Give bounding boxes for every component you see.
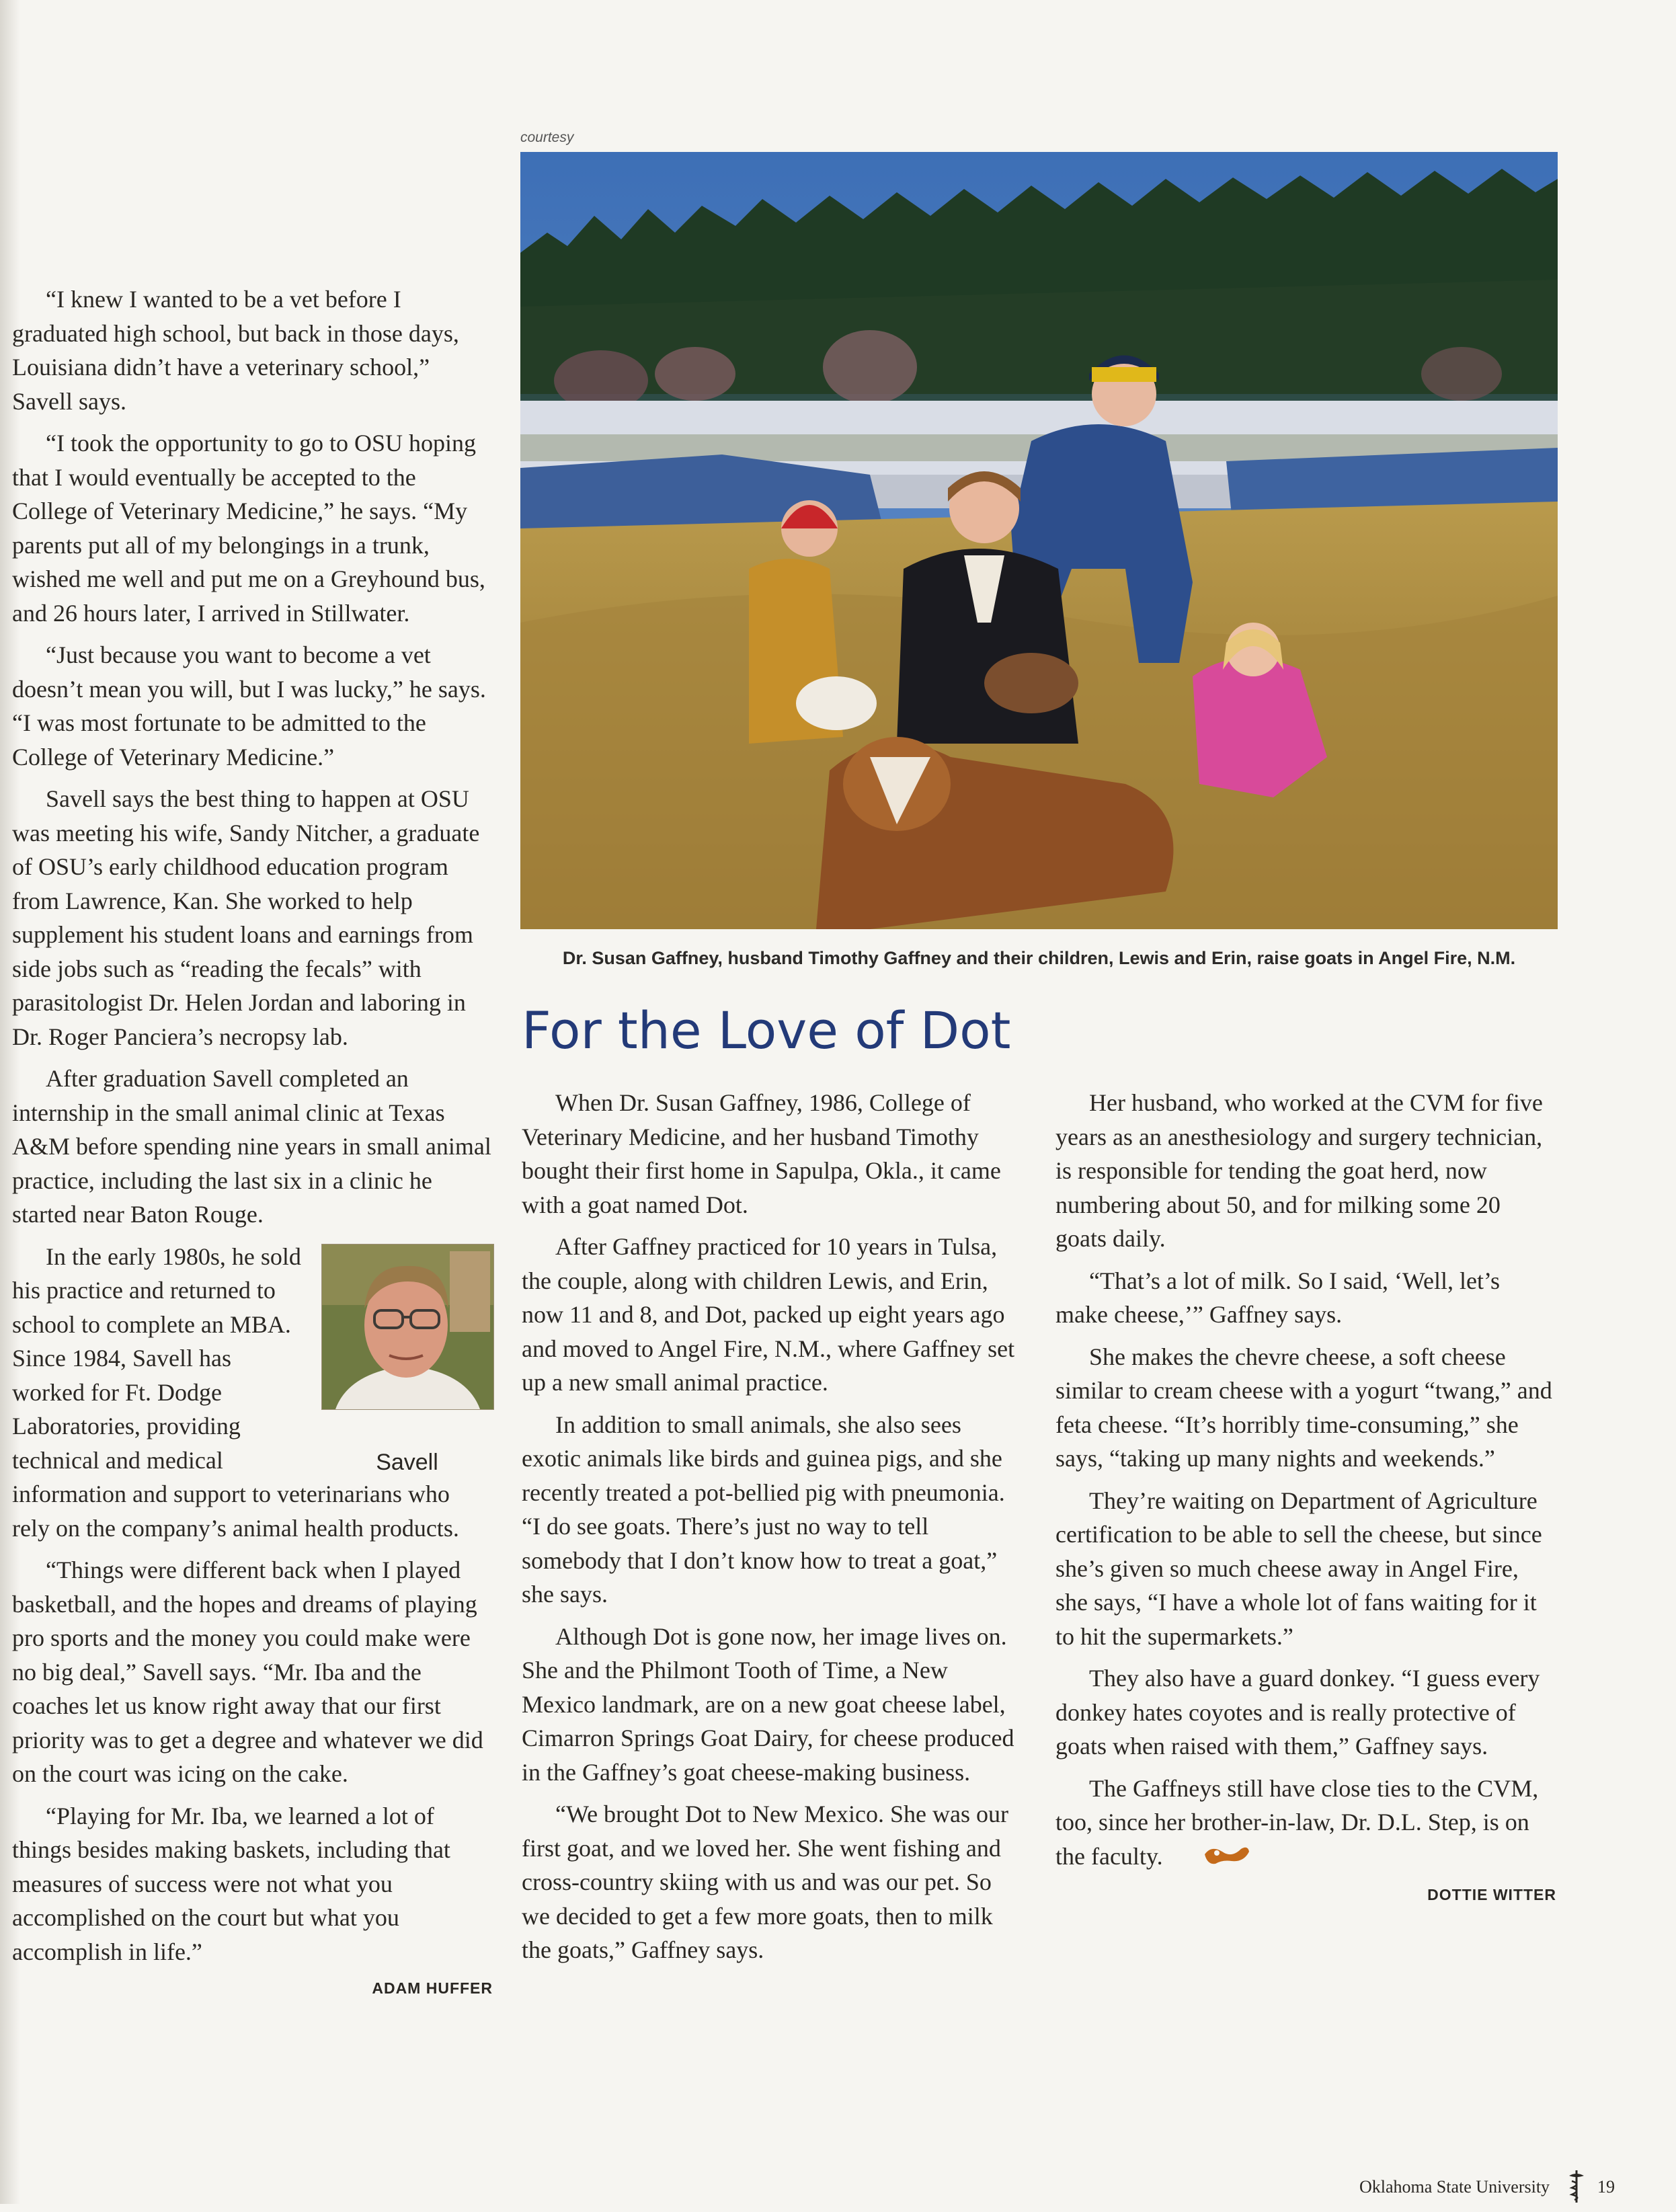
paragraph: “That’s a lot of milk. So I said, ‘Well, let’s make cheese,’” Gaffney says. xyxy=(1055,1267,1500,1328)
byline: ADAM HUFFER xyxy=(372,1979,493,1997)
photo-credit: courtesy xyxy=(520,130,574,145)
paragraph: “I knew I wanted to be a vet before I graduated high school, but back in those days, Louisiana didn’t have a veterinary school,” Savell says. xyxy=(12,286,459,415)
paragraph: “Playing for Mr. Iba, we learned a lot of things besides making baskets, including that measures of success were not what you accomplished on the court but what you accomplish in life.” xyxy=(12,1802,450,1965)
paragraph: “Things were different back when I played basketball, and the hopes and dreams of playing pro sports and the money you could make were no big deal,” Savell says. “Mr. Iba and the coaches let us know right away that our first priority was to get a degree and whatever we did on the court was icing on the cake. xyxy=(12,1556,483,1787)
paragraph: Her husband, who worked at the CVM for five years as an anesthesiology and surgery technician, is responsible for tending the goat herd, now numbering about 50, and for milking some 20 goats daily. xyxy=(1055,1089,1543,1252)
paragraph-text: The Gaffneys still have close ties to the CVM, too, since her brother-in-law, Dr. D.L. Step, is on the faculty. xyxy=(1055,1774,1539,1870)
family-photo xyxy=(520,152,1558,929)
byline: DOTTIE WITTER xyxy=(1427,1886,1556,1904)
paragraph: When Dr. Susan Gaffney, 1986, College of Veterinary Medicine, and her husband Timothy bought their first home in Sapulpa, Okla., it came with a goat named Dot. xyxy=(522,1089,1001,1218)
photo-caption: Dr. Susan Gaffney, husband Timothy Gaffney and their children, Lewis and Erin, raise goats in Angel Fire, N.M. xyxy=(562,948,1516,968)
savell-portrait-figure xyxy=(321,1244,493,1475)
paragraph: After graduation Savell completed an internship in the small animal clinic at Texas A&M before spending nine years in small animal practice, including the last six in a clinic he started near Baton Rouge. xyxy=(12,1065,491,1228)
paragraph: “Just because you want to become a vet doesn’t mean you will, but I was lucky,” he says. “I was most fortunate to be admitted to the College of Veterinary Medicine.” xyxy=(12,641,486,771)
paragraph: In the early 1980s, he sold his practice and returned to school to complete an MBA. Since 1984, Savell has worked for Ft. Dodge Laboratories, providing technical and medical information and support to veterinarians who rely on the company’s animal health products. xyxy=(12,1242,459,1542)
gaffney-article-column-2 xyxy=(1055,1086,1556,1905)
paragraph: “I took the opportunity to go to OSU hoping that I would eventually be accepted to the College of Veterinary Medicine,” he says. “My parents put all of my belongings in a trunk, wished me well and put me on a Greyhound bus, and 26 hours later, I arrived in Stillwater. xyxy=(12,430,485,627)
paragraph: Savell says the best thing to happen at OSU was meeting his wife, Sandy Nitcher, a graduate of OSU’s early childhood education program from Lawrence, Kan. She worked to help supplement his student loans and earnings from side jobs such as “reading the fecals” with parasitologist Dr. Helen Jordan and laboring in Dr. Roger Panciera’s necropsy lab. xyxy=(12,785,480,1050)
page-number: 19 xyxy=(1597,2177,1615,2197)
article-headline: For the Love of Dot xyxy=(522,1000,1011,1060)
paragraph: They also have a guard donkey. “I guess every donkey hates coyotes and is really protective of goats when raised with them,” Gaffney says. xyxy=(1055,1665,1540,1760)
savell-portrait-photo xyxy=(321,1244,494,1410)
gaffney-article-column-1 xyxy=(522,1086,1023,1975)
paragraph: After Gaffney practiced for 10 years in Tulsa, the couple, along with children Lewis, and Erin, now 11 and 8, and Dot, packed up eight years ago and moved to Angel Fire, N.M., where Gaffney set up a new small animal practice. xyxy=(522,1233,1015,1396)
portrait-caption: Savell xyxy=(376,1449,438,1475)
publication-name: Oklahoma State University xyxy=(1359,2177,1550,2197)
paragraph: She makes the chevre cheese, a soft cheese similar to cream cheese with a yogurt “twang,” and feta cheese. “It’s horribly time-consuming,” she says, “taking up many nights and weekends.” xyxy=(1055,1343,1552,1472)
paragraph: Although Dot is gone now, her image lives on. She and the Philmont Tooth of Time, a New Mexico landmark, are on a new goat cheese label, Cimarron Springs Goat Dairy, for cheese produced in the Gaffney’s goat cheese-making business. xyxy=(522,1622,1014,1786)
paragraph: They’re waiting on Department of Agriculture certification to be able to sell the cheese, but since she’s given so much cheese away in Angel Fire, she says, “I have a whole lot of fans waiting for it to hit the supermarkets.” xyxy=(1055,1487,1542,1650)
page-footer xyxy=(1311,2172,1634,2212)
paragraph: In addition to small animals, she also sees exotic animals like birds and guinea pigs, and she recently treated a pot-bellied pig with pneumonia. “I do see goats. There’s just no way to tell somebody that I don’t know how to treat a goat,” she says. xyxy=(522,1411,1005,1608)
paragraph: “We brought Dot to New Mexico. She was our first goat, and we loved her. She went fishing and cross-country skiing with us and was our pet. So we decided to get a few more goats, then to milk the goats,” Gaffney says. xyxy=(522,1801,1008,1963)
paragraph-final xyxy=(1055,1772,1556,1876)
cvm-end-mark-icon xyxy=(1168,1842,1250,1876)
osu-caduceus-logo-icon xyxy=(1566,2169,1587,2209)
savell-article-column xyxy=(12,282,493,1998)
